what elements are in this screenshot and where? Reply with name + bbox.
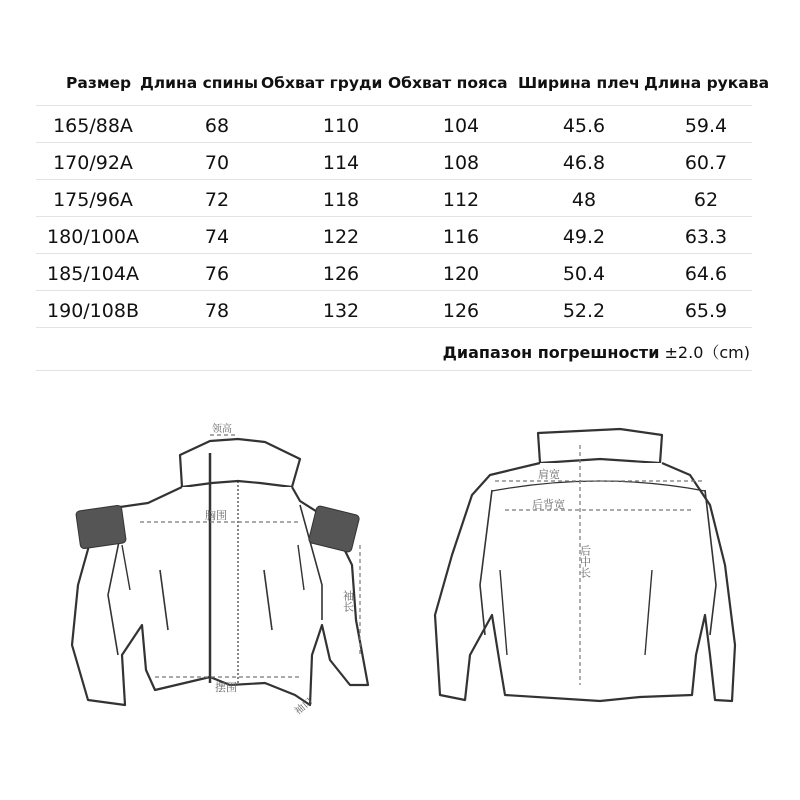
cuff-label: 袖口 <box>292 696 316 718</box>
cell-shoulder: 48 <box>571 189 597 211</box>
header-sleeve: Длина рукава <box>644 74 770 92</box>
cell-back-length: 74 <box>204 226 230 248</box>
cell-waist: 112 <box>442 189 480 211</box>
cell-back-length: 72 <box>204 189 230 211</box>
header-shoulder: Ширина плеч <box>518 74 640 92</box>
cell-sleeve: 62 <box>693 189 719 211</box>
cell-back-length: 70 <box>204 152 230 174</box>
cell-size: 185/104A <box>47 263 139 285</box>
cell-waist: 116 <box>442 226 480 248</box>
cell-waist: 126 <box>442 300 480 322</box>
header-size: Размер <box>66 74 132 92</box>
cell-chest: 114 <box>322 152 360 174</box>
jacket-front-illustration <box>72 439 368 705</box>
table-row <box>36 179 752 217</box>
left-patch-icon <box>76 505 127 549</box>
cell-size: 175/96A <box>53 189 133 211</box>
hem-label: 摆围 <box>215 681 237 694</box>
tolerance-note <box>443 340 750 363</box>
cell-sleeve: 64.6 <box>684 263 728 285</box>
table-row <box>36 216 752 254</box>
cell-shoulder: 52.2 <box>562 300 606 322</box>
jacket-diagram <box>60 415 760 720</box>
table-row <box>36 105 752 143</box>
cell-chest: 126 <box>322 263 360 285</box>
header-chest: Обхват груди <box>261 74 383 92</box>
cell-shoulder: 46.8 <box>562 152 606 174</box>
collar-label: 领高 <box>212 424 232 435</box>
cell-shoulder: 49.2 <box>562 226 606 248</box>
table-row <box>36 253 752 291</box>
cell-shoulder: 45.6 <box>562 115 606 137</box>
cell-back-length: 68 <box>204 115 230 137</box>
table-row <box>36 142 752 180</box>
sleeve-label: 袖长 <box>341 590 355 612</box>
back-length-label: 后中长 <box>578 545 592 578</box>
cell-waist: 120 <box>442 263 480 285</box>
cell-chest: 110 <box>322 115 360 137</box>
header-waist: Обхват пояса <box>388 74 508 92</box>
cell-back-length: 76 <box>204 263 230 285</box>
table-row <box>36 290 752 328</box>
cell-size: 170/92A <box>53 152 133 174</box>
cell-chest: 132 <box>322 300 360 322</box>
cell-chest: 122 <box>322 226 360 248</box>
cell-sleeve: 60.7 <box>684 152 728 174</box>
cell-sleeve: 65.9 <box>684 300 728 322</box>
chest-label: 胸围 <box>205 509 227 522</box>
tolerance-row <box>36 327 752 371</box>
back-width-label: 后背宽 <box>532 498 565 511</box>
shoulder-label: 肩宽 <box>538 468 560 481</box>
tolerance-label: Диапазон погрешности <box>442 343 660 362</box>
cell-shoulder: 50.4 <box>562 263 606 285</box>
cell-size: 190/108B <box>47 300 139 322</box>
tolerance-value: ±2.0（cm) <box>664 343 750 362</box>
cell-chest: 118 <box>322 189 360 211</box>
header-back-length: Длина спины <box>140 74 259 92</box>
cell-waist: 104 <box>442 115 480 137</box>
cell-back-length: 78 <box>204 300 230 322</box>
cell-sleeve: 59.4 <box>684 115 728 137</box>
cell-sleeve: 63.3 <box>684 226 728 248</box>
cell-size: 180/100A <box>47 226 139 248</box>
cell-size: 165/88A <box>53 115 133 137</box>
cell-waist: 108 <box>442 152 480 174</box>
